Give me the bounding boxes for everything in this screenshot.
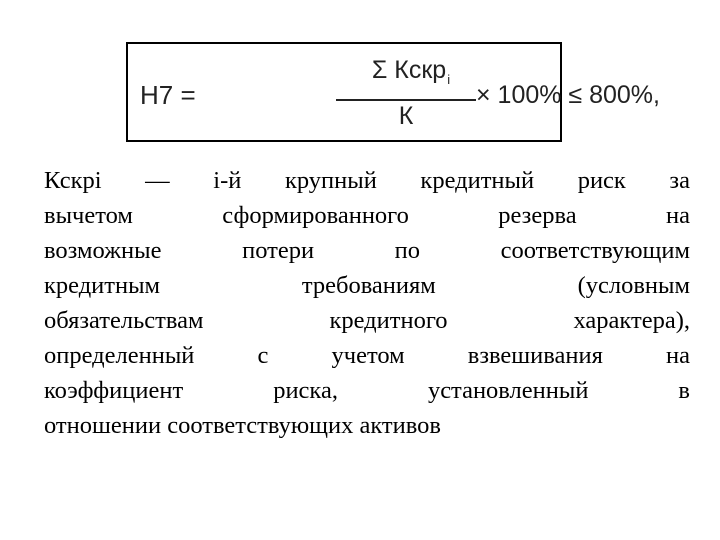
- formula-numerator: [336, 56, 486, 85]
- numerator-main: Σ Кскр: [371, 56, 447, 84]
- definition-line-7: коэффициент риска, установленный в: [44, 377, 690, 404]
- definition-line-5: обязательствам кредитного характера),: [44, 307, 690, 334]
- numerator-subscript: i: [447, 72, 451, 87]
- definition-line-8: отношении соответствующих активов: [44, 412, 441, 439]
- definition-line-1: Кскрi — i-й крупный кредитный риск за: [44, 167, 690, 194]
- formula-rhs: × 100% ≤ 800%,: [476, 81, 660, 109]
- definition-line-6: определенный с учетом взвешивания на: [44, 342, 690, 369]
- definition-text: [44, 163, 690, 443]
- formula-denominator: К: [398, 102, 414, 130]
- definition-line-3: возможные потери по соответствующим: [44, 237, 690, 264]
- definition-line-4: кредитным требованиям (условным: [44, 272, 690, 299]
- fraction-line: [336, 99, 476, 101]
- formula-fraction: [336, 52, 486, 136]
- formula-box: [126, 42, 660, 142]
- definition-line-2: вычетом сформированного резерва на: [44, 202, 690, 229]
- formula-lhs: Н7 =: [140, 80, 196, 110]
